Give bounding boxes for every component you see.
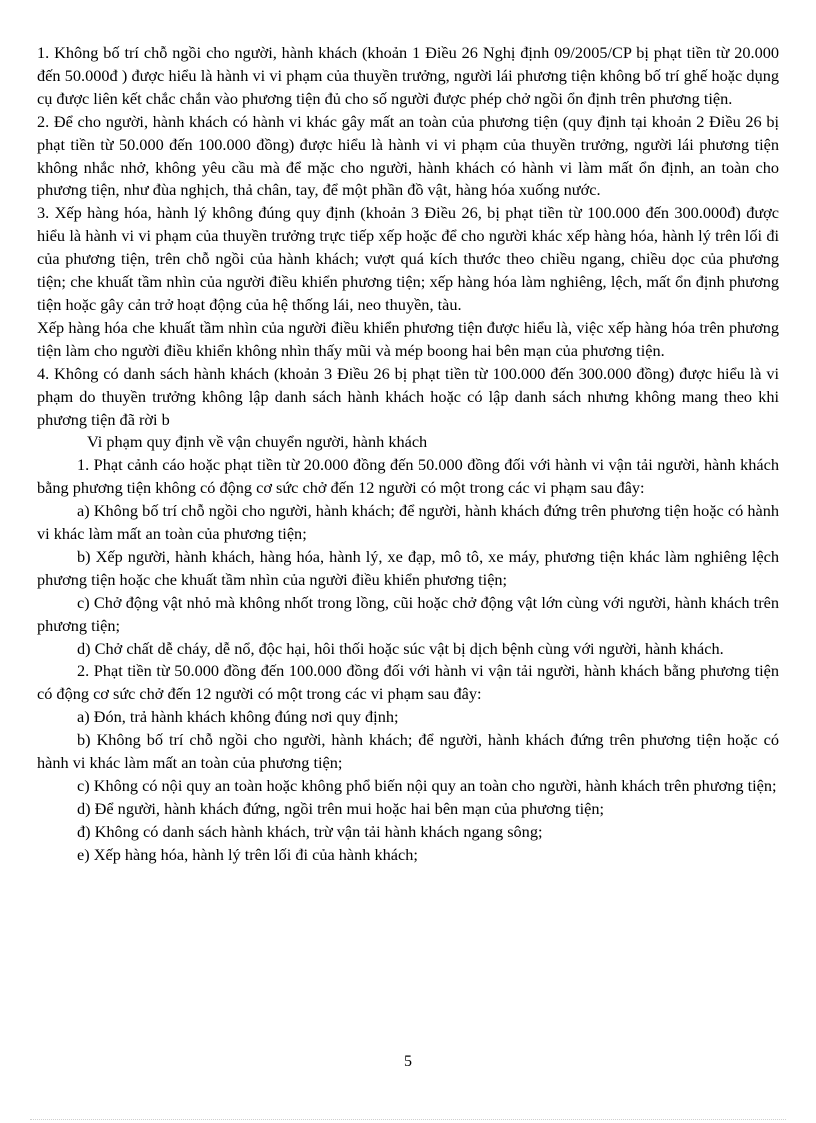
section-heading: Vi phạm quy định về vận chuyển người, hành khách (87, 432, 428, 452)
clause-1-intro: 1. Phạt cảnh cáo hoặc phạt tiền từ 20.000 đồng đến 50.000 đồng đối với hành vi vận tải người, hành khách bằng phương tiện không có động cơ sức chở đến 12 người có một trong các vi phạm sau đây: (37, 455, 779, 498)
paragraph-2: 2. Để cho người, hành khách có hành vi khác gây mất an toàn của phương tiện (quy định tại khoản 2 Điều 26 bị phạt tiền từ 50.000 đến 100.000 đồng) được hiểu là hành vi vi phạm của thuyền trưởng, người lái phương tiện không nhắc nhở, không yêu cầu mà để mặc cho người, hành khách có hành vi làm mất ổn định, an toàn cho phương tiện, như đùa nghịch, thả chân, tay, để một phần đồ vật, hàng hóa xuống nước. (37, 111, 779, 200)
clause-1-item-c: c) Chở động vật nhỏ mà không nhốt trong lồng, cũi hoặc chở động vật lớn cùng với người, hành khách trên phương tiện; (37, 592, 779, 635)
clause-2-item-d: d) Để người, hành khách đứng, ngồi trên mui hoặc hai bên mạn của phương tiện; (77, 798, 605, 818)
clause-2-item-a: a) Đón, trả hành khách không đúng nơi quy định; (77, 707, 399, 727)
paragraph-5: 4. Không có danh sách hành khách (khoản 3 Điều 26 bị phạt tiền từ 100.000 đến 300.000 đồng) được hiểu là vi phạm do thuyền trưởng không lập danh sách hành khách hoặc có lập danh sách nhưng không mang theo khi phương tiện đã rời b (37, 363, 779, 429)
clause-1-item-b: b) Xếp người, hành khách, hàng hóa, hành lý, xe đạp, mô tô, xe máy, phương tiện khác làm nghiêng lệch phương tiện hoặc che khuất tầm nhìn của người điều khiển phương tiện; (37, 546, 779, 589)
document-body (37, 42, 779, 867)
clause-2-item-b: b) Không bố trí chỗ ngồi cho người, hành khách; để người, hành khách đứng trên phương tiện hoặc có hành vi khác làm mất an toàn của phương tiện; (37, 730, 779, 773)
clause-1-item-a: a) Không bố trí chỗ ngồi cho người, hành khách; để người, hành khách đứng trên phương tiện hoặc có hành vi khác làm mất an toàn của phương tiện; (37, 501, 779, 544)
page-number: 5 (404, 1053, 412, 1070)
paragraph-3: 3. Xếp hàng hóa, hành lý không đúng quy định (khoản 3 Điều 26, bị phạt tiền từ 100.000 đến 300.000đ) được hiểu là hành vi vi phạm của thuyền trưởng trực tiếp xếp hoặc để cho người khác xếp hàng hóa, hành lý trên lối đi của phương tiện, trên chỗ ngồi của hành khách; vượt quá kích thước theo chiều ngang, chiều dọc của phương tiện; che khuất tầm nhìn của người điều khiển phương tiện; xếp hàng hóa làm nghiêng, lệch, mất ổn định phương tiện hoặc gây cản trở hoạt động của hệ thống lái, neo thuyền, tàu. (37, 203, 779, 314)
clause-2-item-dd: đ) Không có danh sách hành khách, trừ vận tải hành khách ngang sông; (77, 821, 543, 841)
page-bottom-divider (30, 1119, 786, 1120)
clause-1-item-d: d) Chở chất dễ cháy, dễ nổ, độc hại, hôi thối hoặc súc vật bị dịch bệnh cùng với người, hành khách. (77, 638, 724, 658)
paragraph-4: Xếp hàng hóa che khuất tầm nhìn của người điều khiển phương tiện được hiểu là, việc xếp hàng hóa trên phương tiện làm cho người điều khiển không nhìn thấy mũi và mép boong hai bên mạn của phương tiện. (37, 317, 779, 360)
clause-2-item-e: e) Xếp hàng hóa, hành lý trên lối đi của hành khách; (77, 844, 418, 864)
paragraph-1: 1. Không bố trí chỗ ngồi cho người, hành khách (khoản 1 Điều 26 Nghị định 09/2005/CP bị phạt tiền từ 20.000 đến 50.000đ ) được hiểu là hành vi vi phạm của thuyền trưởng, người lái phương tiện không bố trí ghế hoặc dụng cụ được liên kết chắc chắn vào phương tiện đủ cho số người được phép chở ngồi ổn định trên phương tiện. (37, 43, 779, 108)
clause-2-intro: 2. Phạt tiền từ 50.000 đồng đến 100.000 đồng đối với hành vi vận tải người, hành khách bằng phương tiện có động cơ sức chở đến 12 người có một trong các vi phạm sau đây: (37, 661, 779, 704)
clause-2-item-c: c) Không có nội quy an toàn hoặc không phổ biến nội quy an toàn cho người, hành khách trên phương tiện; (77, 776, 777, 795)
